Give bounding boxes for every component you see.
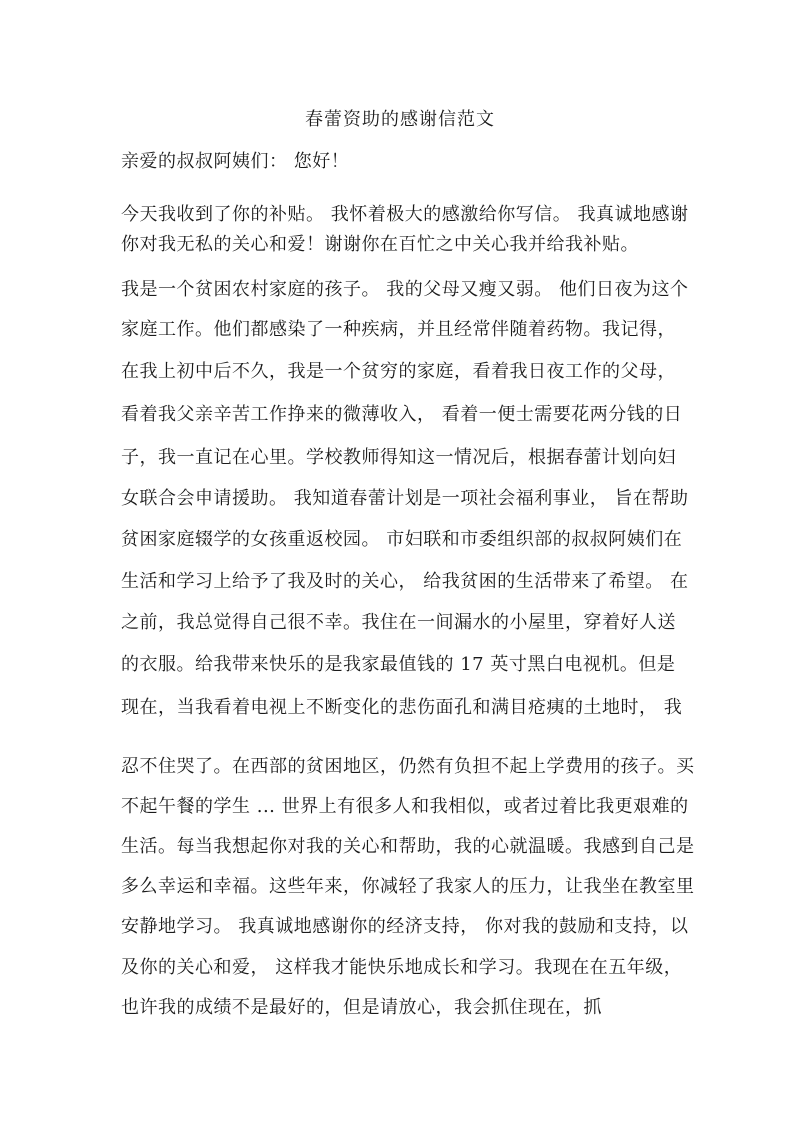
document-title: 春蕾资助的感谢信范文	[305, 109, 495, 130]
body-line: 多么幸运和幸福。这些年来，你减轻了我家人的压力，让我坐在教室里	[121, 876, 695, 897]
body-line: 家庭工作。他们都感染了一种疾病，并且经常伴随着药物。我记得，	[121, 319, 676, 340]
body-line: 子，我一直记在心里。学校教师得知这一情况后，根据春蕾计划向妇	[121, 447, 676, 468]
body-line: 我是一个贫困农村家庭的孩子。 我的父母又瘦又弱。 他们日夜为这个	[121, 279, 689, 300]
body-line: 女联合会申请援助。 我知道春蕾计划是一项社会福利事业， 旨在帮助	[121, 488, 689, 509]
body-line: 之前，我总觉得自己很不幸。我住在一间漏水的小屋里，穿着好人送	[121, 612, 676, 633]
body-line: 现在，当我看着电视上不断变化的悲伤面孔和满目疮痍的土地时， 我	[121, 697, 683, 718]
body-line: 今天我收到了你的补贴。 我怀着极大的感激给你写信。 我真诚地感谢	[121, 204, 689, 225]
greeting-line: 亲爱的叔叔阿姨们： 您好！	[121, 151, 350, 172]
body-line: 你对我无私的关心和爱！谢谢你在百忙之中关心我并给我补贴。	[121, 234, 639, 255]
body-line: 生活。每当我想起你对我的关心和帮助，我的心就温暖。我感到自己是	[121, 836, 695, 857]
body-line: 在我上初中后不久，我是一个贫穷的家庭，看着我日夜工作的父母，	[121, 361, 676, 382]
body-line: 生活和学习上给予了我及时的关心， 给我贫困的生活带来了希望。 在	[121, 571, 689, 592]
body-line: 不起午餐的学生 ... 世界上有很多人和我相似，或者过着比我更艰难的	[121, 796, 689, 817]
body-line: 贫困家庭辍学的女孩重返校园。 市妇联和市委组织部的叔叔阿姨们在	[121, 529, 683, 550]
body-line: 及你的关心和爱， 这样我才能快乐地成长和学习。我现在在五年级，	[121, 957, 683, 978]
body-line: 忍不住哭了。在西部的贫困地区，仍然有负担不起上学费用的孩子。买	[121, 756, 695, 777]
body-line: 也许我的成绩不是最好的，但是请放心，我会抓住现在，抓	[121, 997, 602, 1018]
body-line: 的衣服。给我带来快乐的是我家最值钱的 17 英寸黑白电视机。但是	[121, 654, 676, 675]
body-line: 安静地学习。 我真诚地感谢你的经济支持， 你对我的鼓励和支持，以	[121, 916, 689, 937]
body-line: 看着我父亲辛苦工作挣来的微薄收入， 看着一便士需要花两分钱的日	[121, 404, 683, 425]
